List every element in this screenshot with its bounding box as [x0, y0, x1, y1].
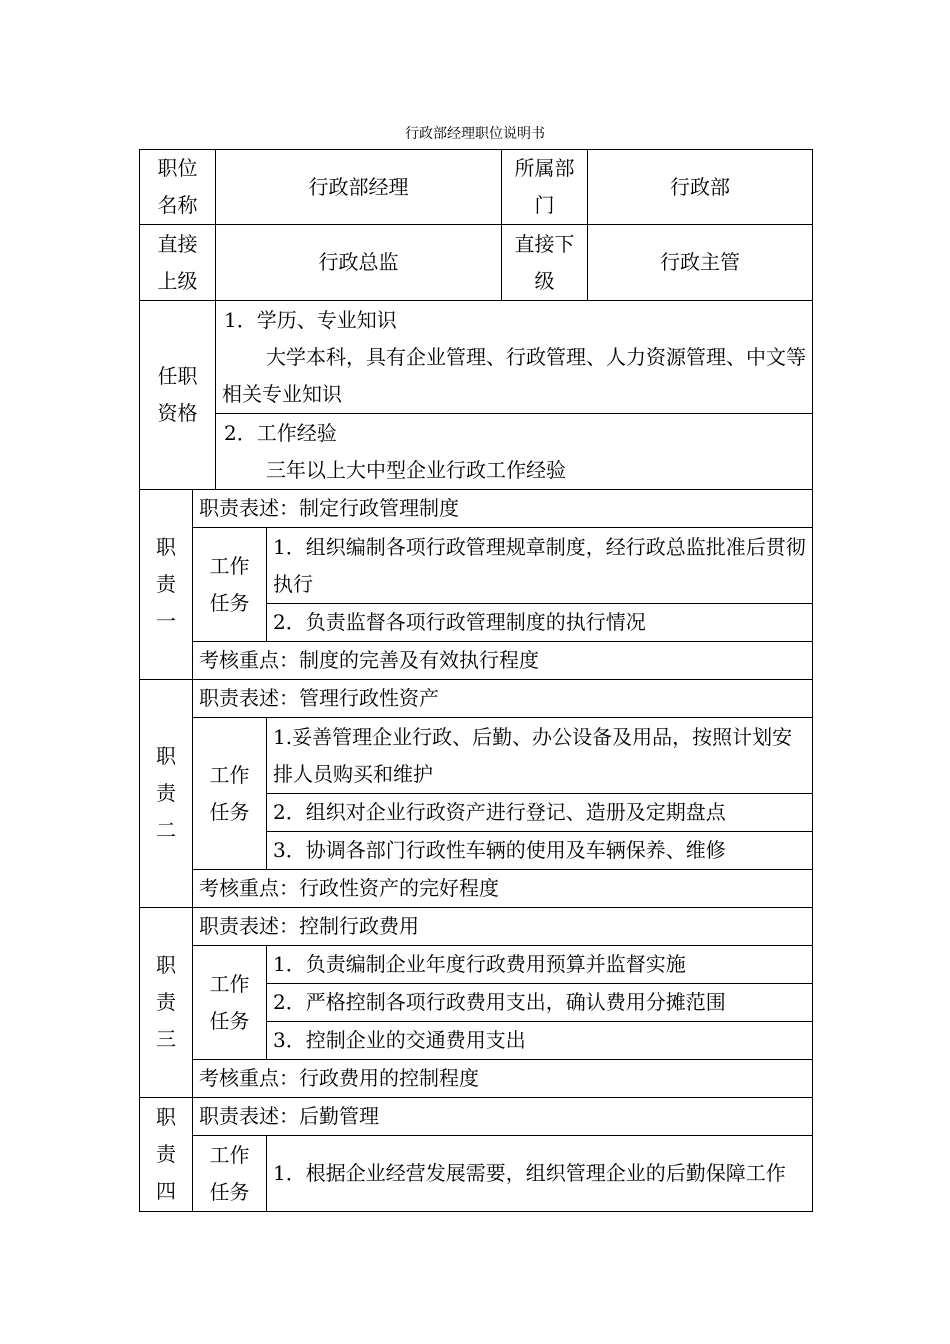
duty-3-statement-row [140, 908, 813, 946]
department-value: 行政部 [588, 150, 813, 225]
subordinate-value: 行政主管 [588, 225, 813, 301]
subordinate-label: 直接下 级 [502, 225, 588, 301]
duty-3-statement: 职责表述：控制行政费用 [193, 908, 813, 946]
duty-2-statement-row [140, 680, 813, 718]
header-row-reporting [140, 225, 813, 301]
duty-2-task-2: 2．组织对企业行政资产进行登记、造册及定期盘点 [267, 794, 813, 832]
job-description-table [139, 149, 813, 1212]
duty-4-task-label: 工作 任务 [193, 1136, 267, 1212]
header-row-position [140, 150, 813, 225]
education-cell [216, 301, 813, 414]
duty-3-label: 职 责 三 [140, 908, 193, 1098]
duty-1-assessment-row [140, 642, 813, 680]
position-name-label: 职位 名称 [140, 150, 216, 225]
experience-text: 三年以上大中型企业行政工作经验 [266, 457, 566, 482]
experience-cell [216, 414, 813, 490]
qualification-education-row [140, 301, 813, 414]
duty-3-assessment: 考核重点：行政费用的控制程度 [193, 1060, 813, 1098]
superior-value: 行政总监 [216, 225, 502, 301]
duty-2-task-label: 工作 任务 [193, 718, 267, 870]
duty-1-statement-row [140, 490, 813, 528]
duty-4-statement: 职责表述：后勤管理 [193, 1098, 813, 1136]
duty-2-task-3: 3．协调各部门行政性车辆的使用及车辆保养、维修 [267, 832, 813, 870]
document-title: 行政部经理职位说明书 [405, 126, 545, 142]
duty-3-assessment-row [140, 1060, 813, 1098]
duty-3-task-2: 2．严格控制各项行政费用支出，确认费用分摊范围 [267, 984, 813, 1022]
duty-1-assessment: 考核重点：制度的完善及有效执行程度 [193, 642, 813, 680]
duty-4-label: 职 责 四 [140, 1098, 193, 1212]
duty-4-task-1: 1．根据企业经营发展需要，组织管理企业的后勤保障工作 [267, 1136, 813, 1212]
duty-1-task-row [140, 528, 813, 604]
experience-title: 2．工作经验 [224, 420, 337, 445]
duty-1-task-1: 1．组织编制各项行政管理规章制度，经行政总监批准后贯彻执行 [267, 528, 813, 604]
duty-2-assessment-row [140, 870, 813, 908]
duty-4-task-row [140, 1136, 813, 1212]
duty-1-task-label: 工作 任务 [193, 528, 267, 642]
education-title: 1．学历、专业知识 [224, 307, 397, 332]
duty-4-statement-row [140, 1098, 813, 1136]
qualification-label: 任职 资格 [140, 301, 216, 490]
duty-1-task-2: 2．负责监督各项行政管理制度的执行情况 [267, 604, 813, 642]
duty-2-task-1: 1.妥善管理企业行政、后勤、办公设备及用品，按照计划安排人员购买和维护 [267, 718, 813, 794]
duty-2-statement: 职责表述：管理行政性资产 [193, 680, 813, 718]
duty-3-task-1: 1．负责编制企业年度行政费用预算并监督实施 [267, 946, 813, 984]
duty-3-task-row [140, 946, 813, 984]
duty-3-task-3: 3．控制企业的交通费用支出 [267, 1022, 813, 1060]
duty-1-label: 职 责 一 [140, 490, 193, 680]
superior-label: 直接 上级 [140, 225, 216, 301]
duty-3-task-label: 工作 任务 [193, 946, 267, 1060]
duty-2-label: 职 责 二 [140, 680, 193, 908]
duty-1-statement: 职责表述：制定行政管理制度 [193, 490, 813, 528]
education-text: 大学本科，具有企业管理、行政管理、人力资源管理、中文等相关专业知识 [222, 344, 806, 406]
duty-2-assessment: 考核重点：行政性资产的完好程度 [193, 870, 813, 908]
department-label: 所属部 门 [502, 150, 588, 225]
duty-2-task-row [140, 718, 813, 794]
position-name-value: 行政部经理 [216, 150, 502, 225]
qualification-experience-row [140, 414, 813, 490]
